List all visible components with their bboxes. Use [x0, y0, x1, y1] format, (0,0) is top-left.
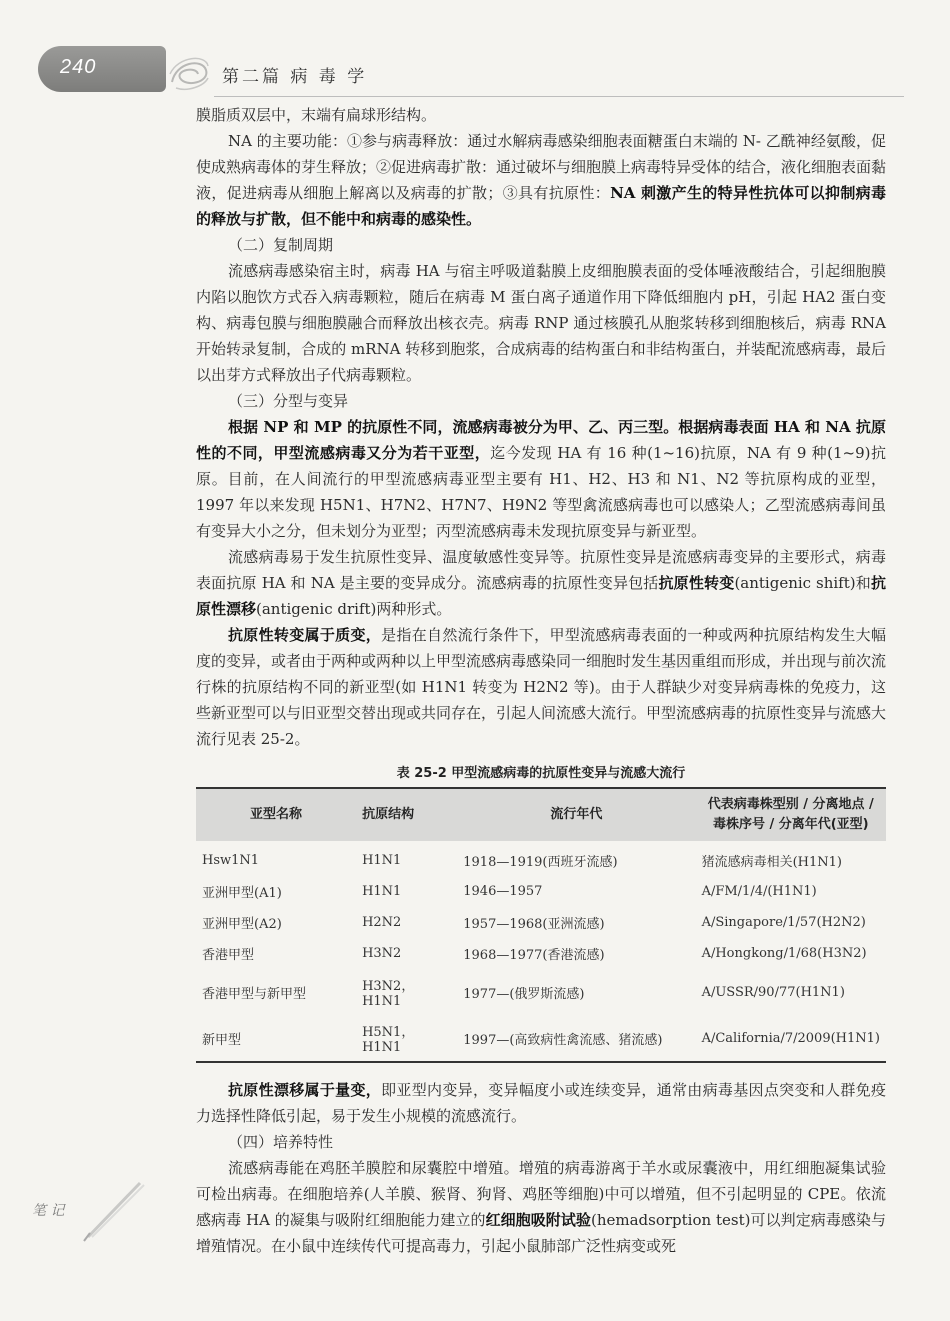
table-header-cell: 亚型名称 — [250, 807, 303, 822]
paragraph-text: (antigenic drift)两种形式。 — [256, 600, 452, 618]
bold-term: 抗原性漂移 — [196, 574, 886, 618]
table-cell: H1N1 — [362, 884, 402, 899]
table-cell: A/FM/1/4/(H1N1) — [701, 884, 817, 899]
table-cell: A/Hongkong/1/68(H3N2) — [701, 946, 867, 961]
table-cell: H2N2 — [362, 915, 402, 930]
table-cell: A/California/7/2009(H1N1) — [701, 1030, 880, 1046]
table-row — [196, 907, 886, 938]
table-cell: 1918—1919(西班牙流感) — [463, 855, 618, 870]
notes-label: 笔 记 — [32, 1203, 65, 1219]
paragraph — [196, 1077, 886, 1129]
table-cell: 香港甲型 — [202, 948, 255, 963]
paragraph-text: (antigenic shift)和 — [734, 574, 871, 592]
paragraph — [196, 622, 886, 752]
table-cell: 亚洲甲型(A1) — [202, 886, 282, 901]
table-cell: H1N1 — [362, 853, 402, 868]
page-body — [196, 102, 886, 1259]
table-cell: 香港甲型与新甲型 — [202, 986, 307, 1002]
bold-text: NA 刺激产生的特异性抗体可以抑制病毒的释放与扩散，但不能中和病毒的感染性。 — [196, 184, 886, 228]
paragraph — [196, 544, 886, 622]
paragraph — [196, 1155, 886, 1259]
table-cell: 1977—(俄罗斯流感) — [463, 986, 585, 1002]
table-row — [196, 841, 886, 876]
section-heading: （三）分型与变异 — [228, 392, 349, 410]
table-cell: H3N2 — [362, 946, 402, 961]
table-cell: 1946—1957 — [463, 884, 543, 899]
pen-icon — [80, 1175, 150, 1245]
table-cell: 1997—(高致病性禽流感、猪流感) — [463, 1032, 663, 1048]
table-cell: A/Singapore/1/57(H2N2) — [701, 915, 866, 930]
table-row — [196, 969, 886, 1015]
table-cell: 1957—1968(亚洲流感) — [463, 917, 605, 932]
paragraph-text: NA 的主要功能：①参与病毒释放：通过水解病毒感染细胞表面糖蛋白末端的 N- 乙酰神经氨酸，促使成熟病毒体的芽生释放；②促进病毒扩散：通过破坏与细胞膜上病毒特异受体的结合，液化细胞表面黏液，促进病毒从细胞上解离以及病毒的扩散；③具有抗原性： — [196, 132, 887, 202]
subtype-table — [196, 787, 886, 1063]
table-cell: A/USSR/90/77(H1N1) — [701, 984, 845, 1000]
table-cell: H3N2，H1N1 — [362, 979, 415, 1009]
table-cell: 亚洲甲型(A2) — [202, 917, 282, 932]
paragraph-text: 是指在自然流行条件下，甲型流感病毒表面的一种或两种抗原结构发生大幅度的变异，或者由于两种或两种以上甲型流感病毒感染同一细胞时发生基因重组而形成，并出现与前次流行株的抗原结构不同的新亚型(如 H1N1 转变为 H2N2 等)。由于人群缺少对变异病毒株的免疫力，这些新亚型可以与旧亚型交替出现或共同存在，引起人间流感大流行。甲型流感病毒的抗原性变异与流感大流行见表 25-2。 — [196, 626, 887, 748]
section-heading: （二）复制周期 — [228, 236, 334, 254]
bold-text: 抗原性漂移属于量变， — [228, 1081, 382, 1099]
table-header-row — [196, 788, 886, 841]
paragraph — [196, 414, 886, 544]
paragraph — [196, 128, 886, 232]
decorative-swirl-icon — [166, 52, 212, 92]
table-header-cell: 代表病毒株型别 / 分离地点 / 毒株序号 / 分离年代(亚型) — [707, 797, 874, 832]
bold-term: 红细胞吸附试验 — [485, 1211, 591, 1229]
table-header-cell: 抗原结构 — [362, 807, 415, 822]
paragraph: 流感病毒感染宿主时，病毒 HA 与宿主呼吸道黏膜上皮细胞膜表面的受体唾液酸结合，引起细胞膜内陷以胞饮方式吞入病毒颗粒，随后在病毒 M 蛋白离子通道作用下降低细胞内 pH，引起 HA2 蛋白变构、病毒包膜与细胞膜融合而释放出核衣壳。病毒 RNP 通过核膜孔从胞浆转移到细胞核后，病毒 RNA 开始转录复制，合成的 mRNA 转移到胞浆，合成病毒的结构蛋白和非结构蛋白，并装配流感病毒，最后以出芽方式释放出子代病毒颗粒。 — [196, 262, 886, 384]
page-number-tab — [38, 46, 166, 92]
table-cell: 新甲型 — [202, 1032, 242, 1048]
paragraph: 膜脂质双层中，末端有扁球形结构。 — [196, 106, 437, 124]
table-cell: Hsw1N1 — [202, 853, 260, 868]
table-cell: 1968—1977(香港流感) — [463, 948, 605, 963]
bold-text: 抗原性转变属于质变， — [228, 626, 382, 644]
chapter-title: 第二篇 病 毒 学 — [222, 67, 368, 87]
table-header-cell: 流行年代 — [550, 807, 603, 822]
page-number: 240 — [60, 56, 97, 78]
table-row — [196, 876, 886, 907]
table-caption: 表 25-2 甲型流感病毒的抗原性变异与流感大流行 — [396, 766, 686, 781]
paragraph-text: 流感病毒能在鸡胚羊膜腔和尿囊腔中增殖。增殖的病毒游离于羊水或尿囊液中，用红细胞凝集试验可检出病毒。在细胞培养(人羊膜、猴肾、狗肾、鸡胚等细胞)中可以增殖，但不引起明显的 CPE。依流感病毒 HA 的凝集与吸附红细胞能力建立的 — [196, 1159, 886, 1229]
header-rule — [214, 96, 904, 97]
table-row — [196, 1015, 886, 1062]
paragraph-text: 即亚型内变异，变异幅度小或连续变异，通常由病毒基因点突变和人群免疫力选择性降低引起，易于发生小规模的流感流行。 — [196, 1081, 886, 1125]
section-heading: （四）培养特性 — [228, 1133, 334, 1151]
paragraph-text: 迄今发现 HA 有 16 种(1~16)抗原，NA 有 9 种(1~9)抗原。目前，在人间流行的甲型流感病毒亚型主要有 H1、H2、H3 和 N1、N2 等抗原构成的亚型，1997 年以来发现 H5N1、H7N2、H7N7、H9N2 等型禽流感病毒也可以感染人；乙型流感病毒间虽有变异大小之分，但未划分为亚型；丙型流感病毒未发现抗原变异与新亚型。 — [196, 444, 886, 540]
paragraph-text: (hemadsorption test)可以判定病毒感染与增殖情况。在小鼠中连续传代可提高毒力，引起小鼠肺部广泛性病变或死 — [196, 1211, 886, 1255]
table-cell: H5N1，H1N1 — [362, 1025, 415, 1055]
table-cell: 猪流感病毒相关(H1N1) — [701, 855, 842, 870]
paragraph-text: 流感病毒易于发生抗原性变异、温度敏感性变异等。抗原性变异是流感病毒变异的主要形式，病毒表面抗原 HA 和 NA 是主要的变异成分。流感病毒的抗原性变异包括 — [196, 548, 886, 592]
bold-term: 抗原性转变 — [658, 574, 735, 592]
bold-text: 根据 NP 和 MP 的抗原性不同，流感病毒被分为甲、乙、丙三型。根据病毒表面 HA 和 NA 抗原性的不同，甲型流感病毒又分为若干亚型， — [196, 418, 886, 462]
table-row — [196, 938, 886, 969]
